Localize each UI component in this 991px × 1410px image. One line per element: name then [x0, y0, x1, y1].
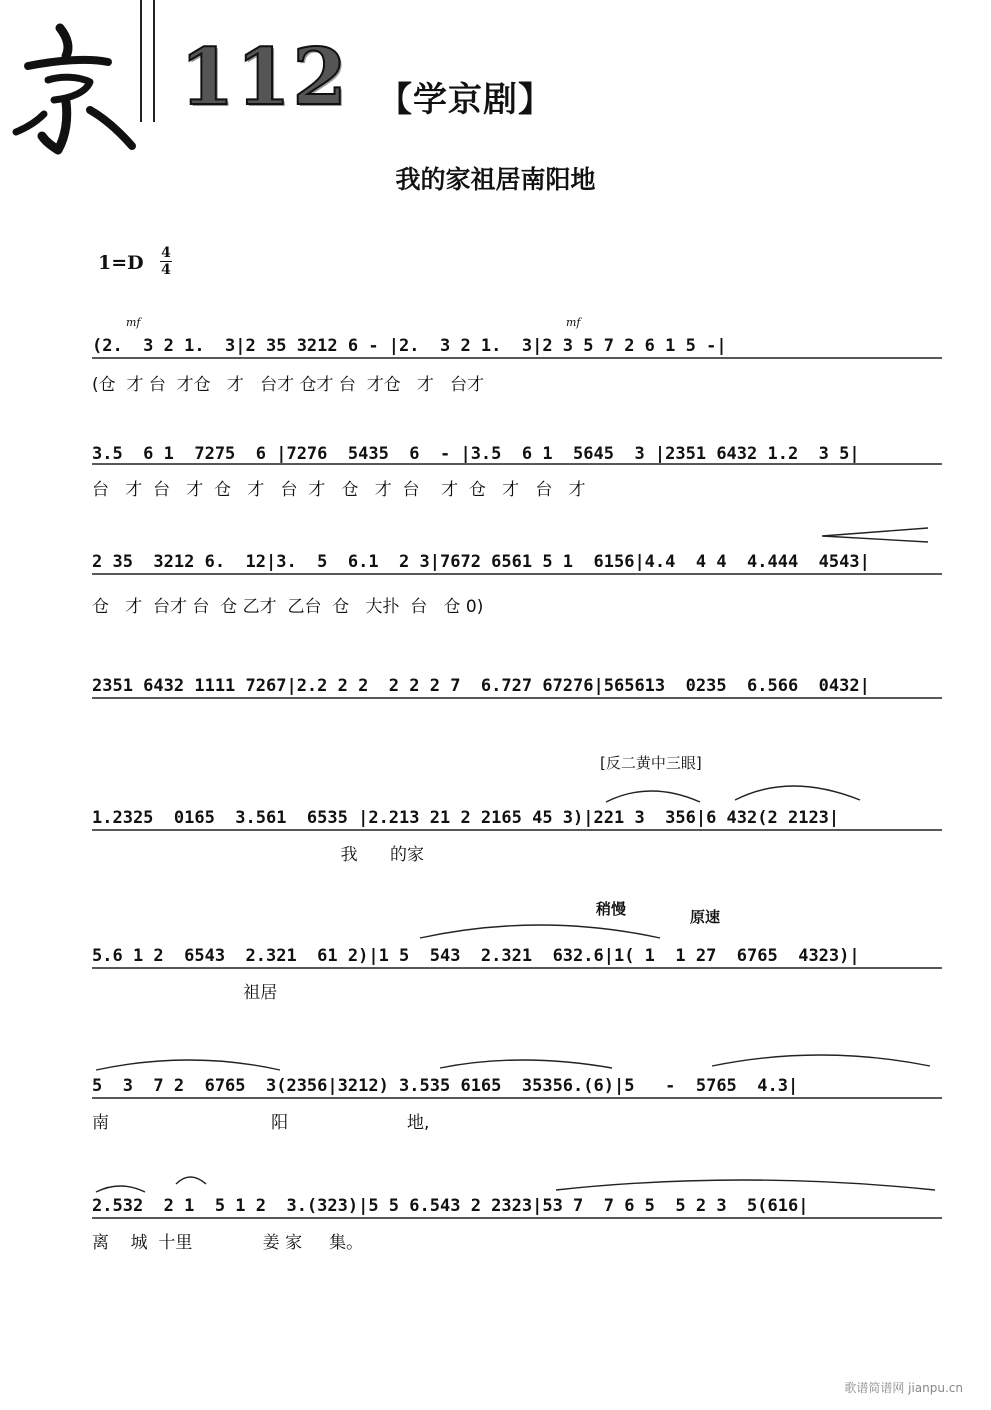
watermark: 歌谱简谱网 jianpu.cn: [844, 1381, 963, 1395]
score-line-7: 5 3 7 2 6765 3(2356|3212) 3.535 6165 35356.(6)|5 - 5765 4.3|: [92, 1076, 799, 1096]
score-line-8: 2.532 2 1 5 1 2 3.(323)|5 5 6.543 2 2323|53 7 7 6 5 5 2 3 5(616|: [92, 1196, 809, 1216]
song-title: 我的家祖居南阳地: [395, 165, 596, 194]
lyric-line-2: 台 才 台 才 仓 才 台 才 仓 才 台 才 仓 才 台 才: [92, 480, 586, 500]
score-line-5: 1.2325 0165 3.561 6535 |2.213 21 2 2165 45 3)|221 3 356|6 432(2 2123|: [92, 808, 840, 828]
score-line-2: 3.5 6 1 7275 6 |7276 5435 6 - |3.5 6 1 5645 3 |2351 6432 1.2 3 5|: [92, 444, 860, 464]
lyric-line-5: 我 的家: [92, 845, 424, 865]
page-number: 112: [180, 32, 349, 123]
time-signature-bottom: 4: [161, 262, 171, 278]
lyric-line-6: 祖居: [92, 983, 278, 1003]
banqiang-label: [反二黄中三眼]: [600, 754, 702, 772]
lyric-line-3: 仓 才 台才 台 仓 乙才 乙台 仓 大扑 台 仓 0): [92, 597, 484, 617]
section-title: 【学京剧】: [378, 80, 553, 120]
score-line-3: 2 35 3212 6. 12|3. 5 6.1 2 3|7672 6561 5 1 6156|4.4 4 4 4.444 4543|: [92, 552, 870, 572]
dynamic-mark: mf: [126, 316, 141, 329]
tempo-original: 原速: [690, 908, 721, 926]
time-signature-top: 4: [161, 245, 171, 261]
score-line-1: (2. 3 2 1. 3|2 35 3212 6 - |2. 3 2 1. 3|2 3 5 7 2 6 1 5 -|: [92, 336, 727, 356]
lyric-line-8: 离 城 十里 姜 家 集。: [92, 1233, 364, 1253]
dynamic-mark: mf: [566, 316, 581, 329]
score-line-4: 2351 6432 1111 7267|2.2 2 2 2 2 2 7 6.727 67276|565613 0235 6.566 0432|: [92, 676, 870, 696]
lyric-line-1: (仓 才 台 才仓 才 台才 仓才 台 才仓 才 台才: [92, 375, 485, 395]
key-signature: 1=D: [98, 252, 144, 274]
tempo-slower: 稍慢: [596, 900, 627, 918]
score-line-6: 5.6 1 2 6543 2.321 61 2)|1 5 543 2.321 632.6|1( 1 1 27 6765 4323)|: [92, 946, 860, 966]
lyric-line-7: 南 阳 地,: [92, 1113, 430, 1133]
